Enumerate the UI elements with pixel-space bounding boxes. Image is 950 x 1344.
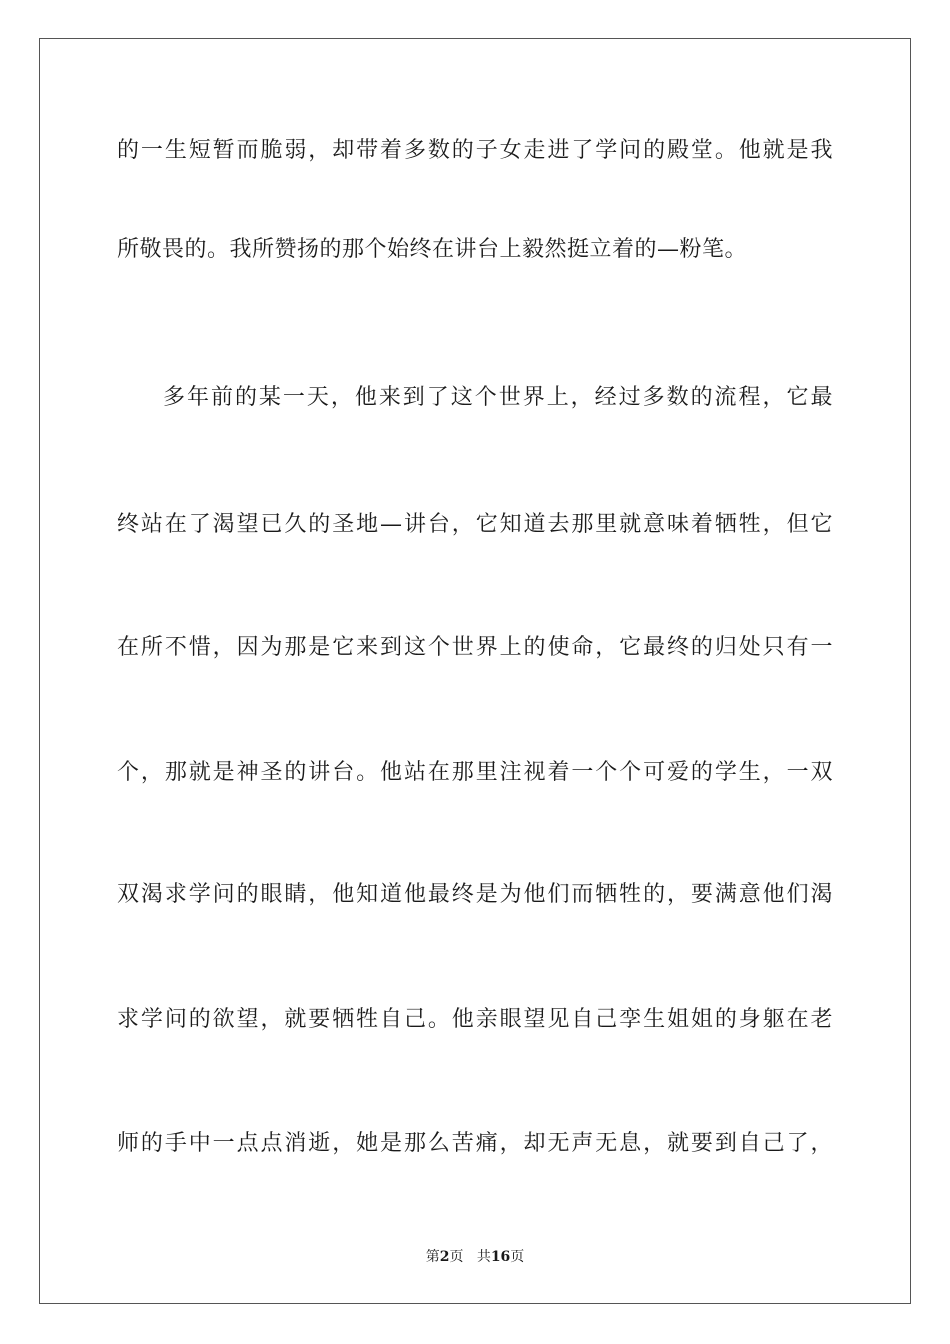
page-prefix: 第 (425, 1249, 440, 1265)
text-line-3: 多年前的某一天，他来到了这个世界上，经过多数的流程，它最 (163, 385, 833, 410)
page-number: 2 (439, 1249, 450, 1265)
text-line-4: 终站在了渴望已久的圣地—讲台，它知道去那里就意味着牺牲，但它 (117, 512, 833, 537)
text-line-8: 求学问的欲望，就要牺牲自己。他亲眼望见自己孪生姐姐的身躯在老 (117, 1007, 833, 1032)
text-line-1: 的一生短暂而脆弱，却带着多数的子女走进了学问的殿堂。他就是我 (117, 138, 833, 163)
page-suffix: 页 (449, 1249, 464, 1265)
total-pages: 16 (490, 1249, 511, 1265)
total-suffix: 页 (510, 1249, 525, 1265)
text-line-2: 所敬畏的。我所赞扬的那个始终在讲台上毅然挺立着的—粉笔。 (117, 237, 748, 262)
text-line-6: 个，那就是神圣的讲台。他站在那里注视着一个个可爱的学生，一双 (117, 760, 833, 785)
text-line-9: 师的手中一点点消逝，她是那么苦痛，却无声无息，就要到自己了， (117, 1131, 833, 1156)
text-line-5: 在所不惜，因为那是它来到这个世界上的使命，它最终的归处只有一 (117, 635, 833, 660)
page-border (39, 38, 911, 1304)
total-prefix: 共 (476, 1249, 491, 1265)
page-footer (0, 1248, 950, 1266)
text-line-7: 双渴求学问的眼睛，他知道他最终是为他们而牺牲的，要满意他们渴 (117, 882, 833, 907)
